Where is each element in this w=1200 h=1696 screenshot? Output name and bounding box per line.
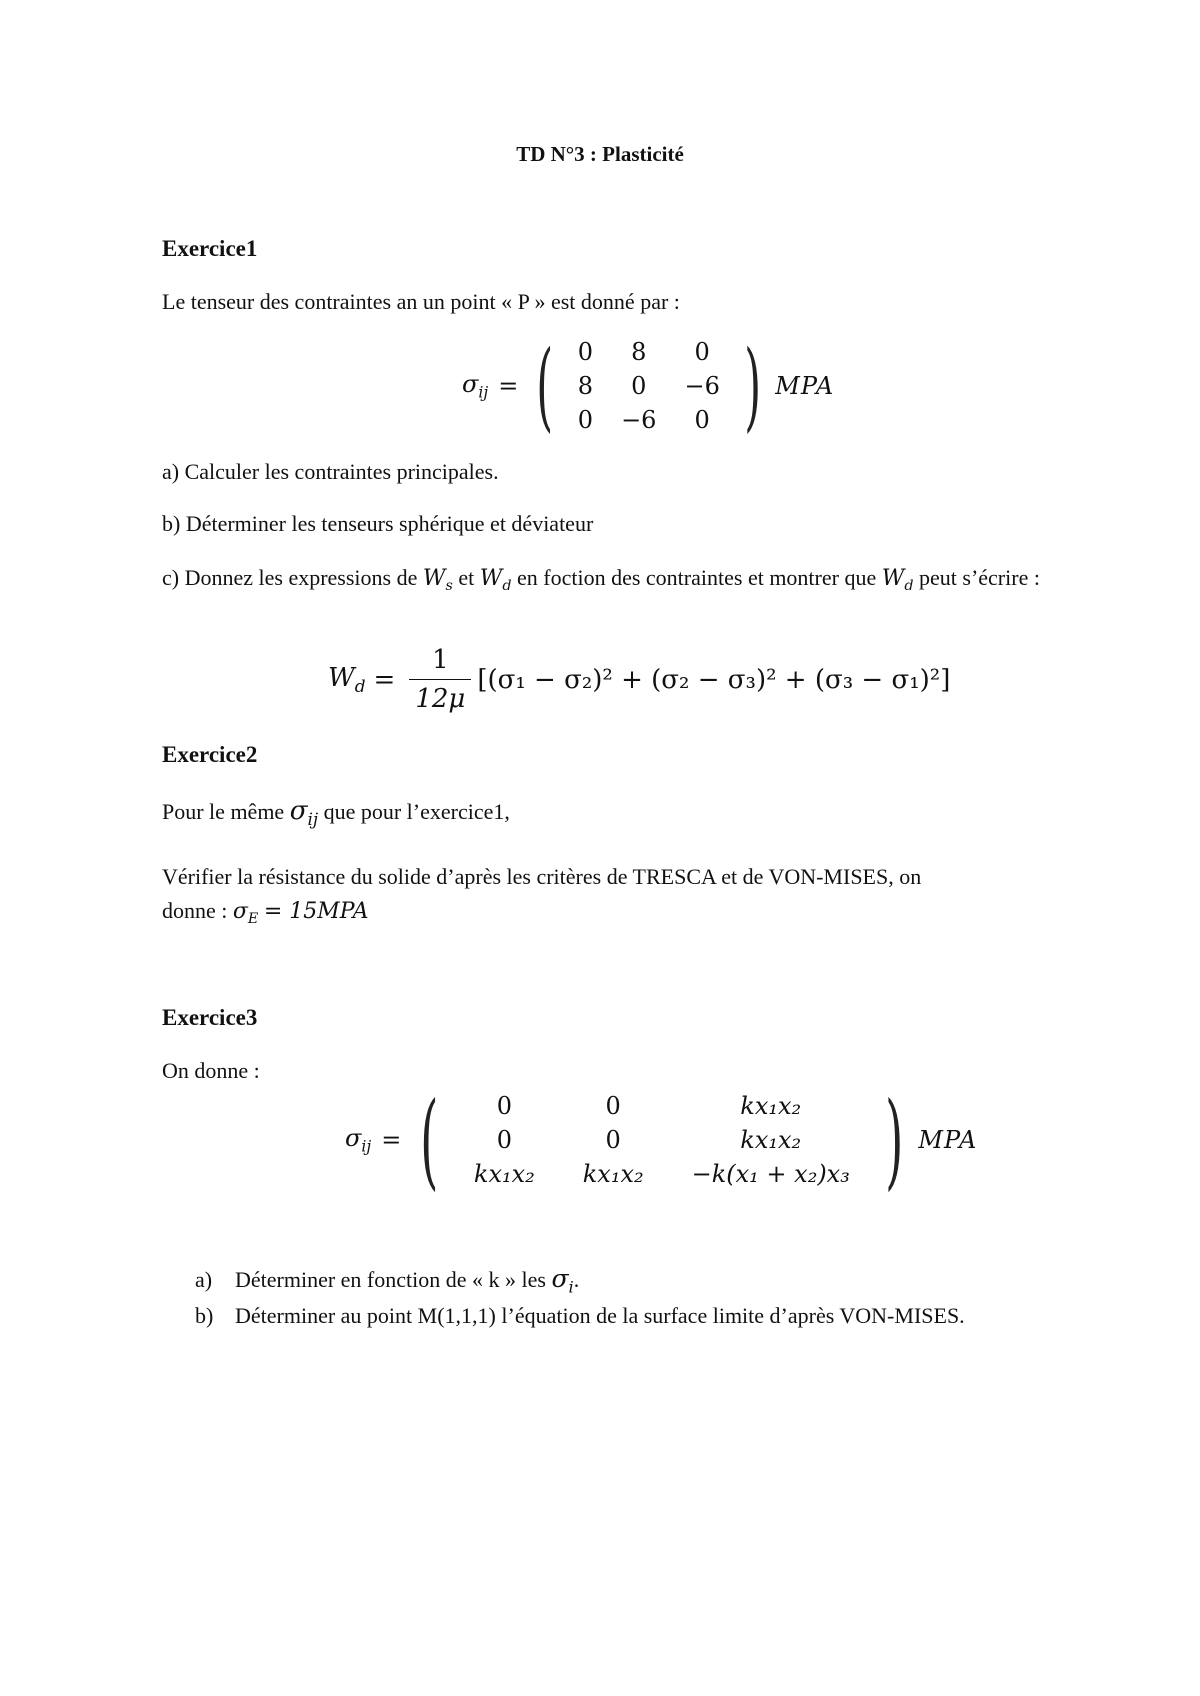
document-title: TD N°3 : Plasticité	[516, 142, 684, 166]
formula-body: [(σ₁ − σ₂)² + (σ₂ − σ₃)² + (σ₃ − σ₁)²]	[477, 664, 951, 695]
matrix-cell: −6	[621, 406, 657, 434]
exercise-1-intro: Le tenseur des contraintes an un point « P » est donné par :	[162, 289, 680, 314]
matrix-cell: kx₁x₂	[740, 1126, 802, 1154]
sigma-symbol: $\sigma_{ij}$	[345, 1124, 372, 1156]
list-item	[195, 1298, 1055, 1334]
fraction-denominator: 12μ	[409, 679, 471, 714]
wd-symbol: $W_d$	[328, 663, 366, 696]
equals-sign: =	[373, 664, 396, 695]
matrix-cell: kx₁x₂	[740, 1092, 802, 1120]
list-item-label: b)	[195, 1303, 214, 1328]
question-1c: c) Donnez les expressions de $W_s$ et $W_d$ en foction des contraintes et montrer que $W_d$ peut s’écrire :	[162, 565, 1040, 594]
exercise-3-questions	[195, 1262, 1055, 1334]
right-paren: )	[885, 1079, 904, 1201]
question-1b: b) Déterminer les tenseurs sphérique et déviateur	[162, 511, 594, 536]
matrix-cell: 0	[577, 406, 594, 434]
matrix-cell: −6	[684, 372, 720, 400]
matrix-cell: 0	[577, 338, 594, 366]
exercise-2-line-3: donne : $\sigma_E = 15MPA$	[162, 898, 369, 927]
exercise-3-intro: On donne :	[162, 1058, 260, 1083]
wd-formula	[328, 645, 950, 714]
matrix-cell: 0	[496, 1126, 512, 1154]
fraction-numerator: 1	[432, 645, 449, 675]
stress-matrix-3	[450, 1089, 874, 1191]
equals-sign: =	[381, 1126, 402, 1154]
right-paren: )	[744, 330, 761, 442]
exercise-1-heading: Exercice1	[162, 236, 258, 261]
matrix-cell: kx₁x₂	[582, 1160, 644, 1188]
list-item	[195, 1262, 1055, 1298]
list-item-text: Déterminer au point M(1,1,1) l’équation de la surface limite d’après VON-MISES.	[235, 1303, 965, 1328]
left-paren: (	[420, 1079, 439, 1201]
stress-tensor-equation-1	[462, 330, 835, 442]
matrix-cell: 0	[496, 1092, 512, 1120]
matrix-cell: 0	[605, 1092, 621, 1120]
matrix-cell: 0	[694, 406, 710, 434]
unit-label: MPA	[918, 1126, 978, 1154]
exercise-2-line-2: Vérifier la résistance du solide d’après les critères de TRESCA et de VON-MISES, on	[162, 864, 922, 889]
exercise-3-heading: Exercice3	[162, 1005, 258, 1030]
stress-matrix-1	[564, 335, 734, 437]
list-item-label: a)	[195, 1267, 213, 1292]
fraction	[409, 645, 471, 714]
matrix-cell: kx₁x₂	[473, 1160, 535, 1188]
unit-label: MPA	[775, 372, 835, 400]
left-paren: (	[536, 330, 554, 442]
exercise-2-heading: Exercice2	[162, 742, 258, 767]
sigma-symbol: $\sigma_{ij}$	[462, 370, 489, 402]
matrix-cell: 0	[631, 372, 647, 400]
question-1a: a) Calculer les contraintes principales.	[162, 459, 499, 484]
matrix-cell: 0	[694, 338, 710, 366]
matrix-cell: 8	[577, 372, 594, 400]
stress-tensor-equation-3	[345, 1079, 978, 1201]
matrix-cell: −k(x₁ + x₂)x₃	[691, 1160, 850, 1188]
matrix-cell: 0	[605, 1126, 621, 1154]
list-item-text: Déterminer en fonction de « k » les $\sigma_i$.	[235, 1263, 580, 1297]
equals-sign: =	[498, 372, 519, 400]
matrix-cell: 8	[631, 338, 647, 366]
exercise-2-line-1: Pour le même $\sigma_{ij}$ que pour l’exercice1,	[162, 796, 510, 829]
